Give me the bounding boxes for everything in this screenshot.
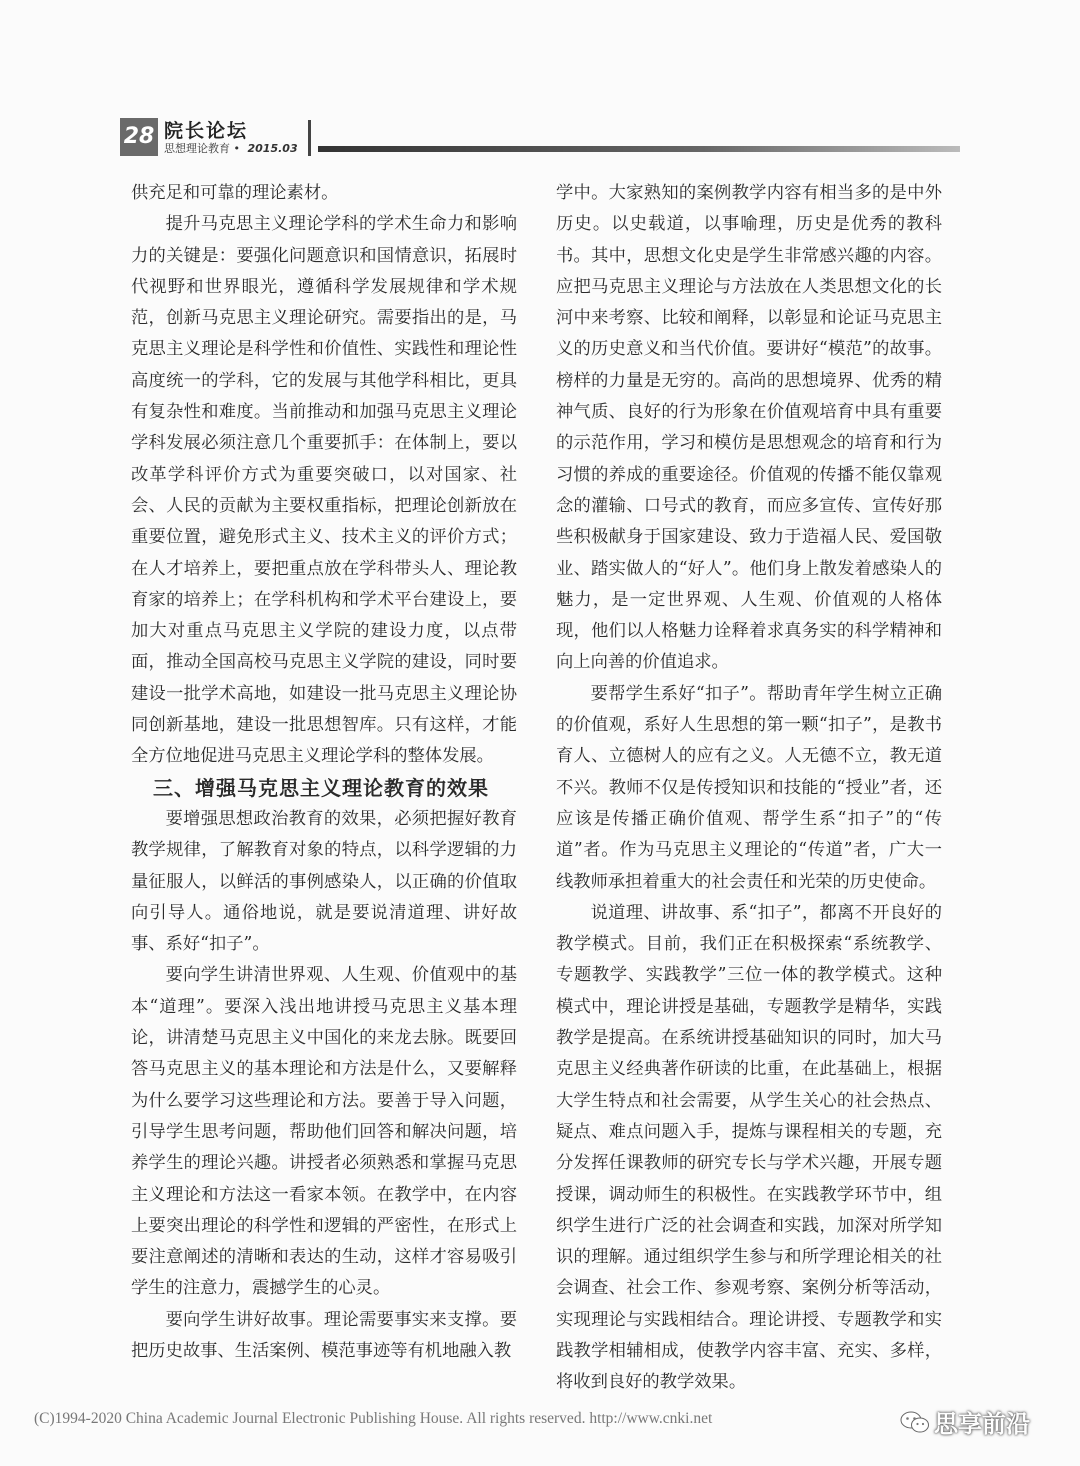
paragraph: 说道理、讲故事、系“扣子”，都离不开良好的教学模式。目前，我们正在积极探索“系统教学、专题教学、实践教学”三位一体的教学模式。这种模式中，理论讲授是基础，专题教学是精华，实践教学是提高。在系统讲授基础知识的同时，加大马克思主义经典著作研读的比重，在此基础上，根据大学生特点和社会需要，从学生关心的社会热点、疑点、难点问题入手，提炼与课程相关的专题，充分发挥任课教师的研究专长与学术兴趣，开展专题授课，调动师生的积极性。在实践教学环节中，组织学生进行广泛的社会调查和实践，加深对所学知识的理解。通过组织学生参与和所学理论相关的社会调查、社会工作、参观考察、案例分析等活动，实现理论与实践相结合。理论讲授、专题教学和实践教学相辅相成，使教学内容丰富、充实、多样，将收到良好的教学效果。 [556,902,942,1393]
header-divider [308,120,311,156]
header-rule [318,146,960,152]
section-heading: 三、增强马克思主义理论教育的效果 [153,775,489,800]
paragraph: 供充足和可靠的理论素材。 [131,183,339,203]
issue-line [164,140,298,156]
left-column [131,178,517,1367]
paragraph: 要向学生讲好故事。理论需要事实来支撑。要把历史故事、生活案例、模范事迹等有机地融入教 [131,1309,517,1361]
journal-name: 思想理论教育 [164,142,230,155]
watermark [900,1404,1030,1439]
paragraph: 要增强思想政治教育的效果，必须把握好教育教学规律，了解教育对象的特点，以科学逻辑的力量征服人，以鲜活的事例感染人，以正确的价值取向引导人。通俗地说，就是要说清道理、讲好故事、系好“扣子”。 [131,808,517,955]
issue-bullet: • [233,142,240,155]
page-number: 28 [120,118,158,156]
right-column [556,178,942,1399]
issue-number: 2015.03 [247,142,298,155]
paragraph: 学中。大家熟知的案例教学内容有相当多的是中外历史。以史载道，以事喻理，历史是优秀的教科书。其中，思想文化史是学生非常感兴趣的内容。应把马克思主义理论与方法放在人类思想文化的长河中来考察、比较和阐释，以彰显和论证马克思主义的历史意义和当代价值。要讲好“模范”的故事。榜样的力量是无穷的。高尚的思想境界、优秀的精神气质、良好的行为形象在价值观培育中具有重要的示范作用，学习和模仿是思想观念的培育和行为习惯的养成的重要途径。价值观的传播不能仅靠观念的灌输、口号式的教育，而应多宣传、宣传好那些积极献身于国家建设、致力于造福人民、爱国敬业、踏实做人的“好人”。他们身上散发着感染人的魅力，是一定世界观、人生观、价值观的人格体现，他们以人格魅力诠释着求真务实的科学精神和向上向善的价值追求。 [556,183,942,673]
wechat-icon [900,1410,930,1434]
watermark-text: 思享前沿 [934,1410,1030,1438]
paragraph: 要帮学生系好“扣子”。帮助青年学生树立正确的价值观，系好人生思想的第一颗“扣子”，是教书育人、立德树人的应有之义。人无德不立，教无道不兴。教师不仅是传授知识和技能的“授业”者，还应该是传播正确价值观、帮学生系“扣子”的“传道”者。作为马克思主义理论的“传道”者，广大一线教师承担着重大的社会责任和光荣的历史使命。 [556,683,942,892]
paragraph: 要向学生讲清世界观、人生观、价值观中的基本“道理”。要深入浅出地讲授马克思主义基本理论，讲清楚马克思主义中国化的来龙去脉。既要回答马克思主义的基本理论和方法是什么，又要解释为什么要学习这些理论和方法。要善于导入问题，引导学生思考问题，帮助他们回答和解决问题，培养学生的理论兴趣。讲授者必须熟悉和掌握马克思主义理论和方法这一看家本领。在教学中，在内容上要突出理论的科学性和逻辑的严密性，在形式上要注意阐述的清晰和表达的生动，这样才容易吸引学生的注意力，震撼学生的心灵。 [131,965,517,1299]
footer-copyright: (C)1994-2020 China Academic Journal Electronic Publishing House. All rights reserved. http://www.cnki.net [34,1410,713,1427]
column-title: 院长论坛 [164,120,249,142]
paragraph: 提升马克思主义理论学科的学术生命力和影响力的关键是：要强化问题意识和国情意识，拓展时代视野和世界眼光，遵循科学发展规律和学术规范，创新马克思主义理论研究。需要指出的是，马克思主义理论是科学性和价值性、实践性和理论性高度统一的学科，它的发展与其他学科相比，更具有复杂性和难度。当前推动和加强马克思主义理论学科发展必须注意几个重要抓手：在体制上，要以改革学科评价方式为重要突破口，以对国家、社会、人民的贡献为主要权重指标，把理论创新放在重要位置，避免形式主义、技术主义的评价方式；在人才培养上，要把重点放在学科带头人、理论教育家的培养上；在学科机构和学术平台建设上，要加大对重点马克思主义学院的建设力度，以点带面，推动全国高校马克思主义学院的建设，同时要建设一批学术高地，如建设一批马克思主义理论协同创新基地，建设一批思想智库。只有这样，才能全方位地促进马克思主义理论学科的整体发展。 [131,214,517,767]
page-header [120,116,960,160]
